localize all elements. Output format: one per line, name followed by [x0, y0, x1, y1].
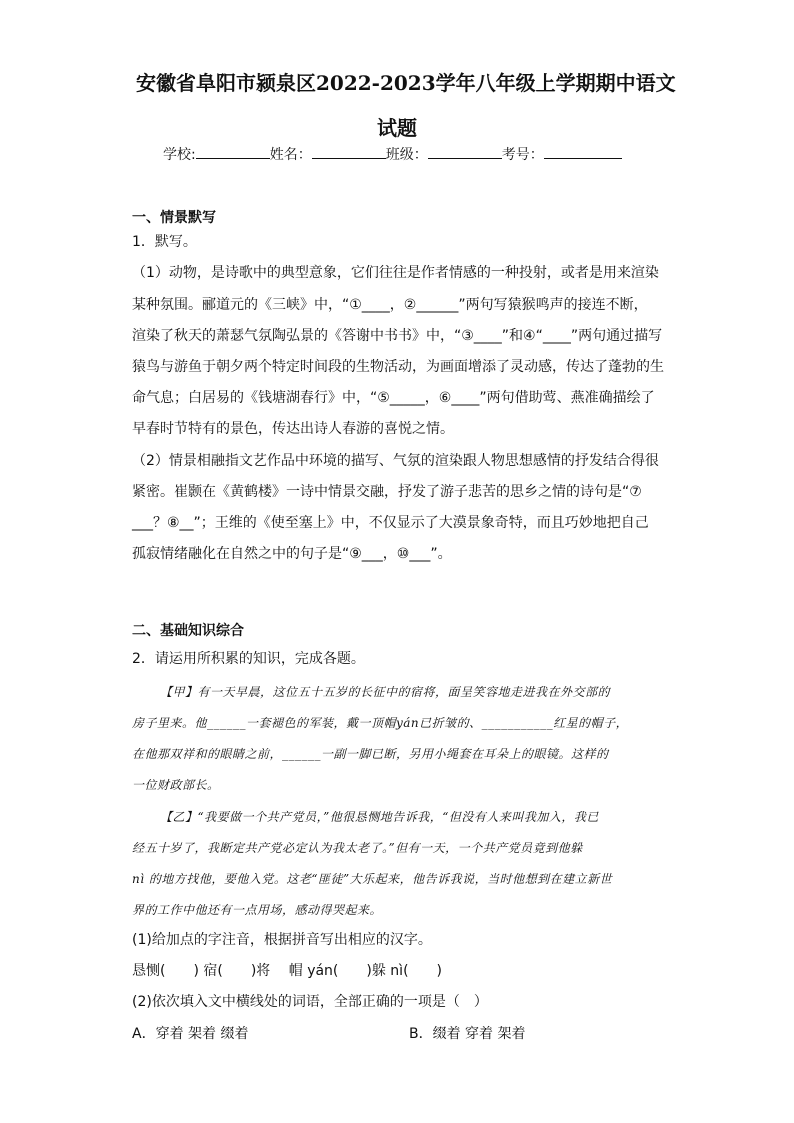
passage-yi-line: 【乙】“我要做一个共产党员，”他很恳恻地告诉我，“但没有人来叫我加入，我已 [160, 810, 599, 824]
q1-p2-line: 紧密。崔颢在《黄鹤楼》一诗中情景交融，抒发了游子悲苦的思乡之情的诗句是“⑦ [132, 484, 642, 500]
option-a[interactable]: A．穿着 架着 缀着 [132, 1026, 249, 1042]
q1-stem: 1．默写。 [132, 234, 197, 250]
q1-p1-line: （1）动物，是诗歌中的典型意象，它们往往是作者情感的一种投射，或者是用来渲染 [132, 265, 659, 281]
class-label: 班级： [385, 147, 428, 163]
q1-p1-line: 早春时节特有的景色，传达出诗人春游的喜悦之情。 [132, 421, 454, 437]
page-title-line1: 安徽省阜阳市颍泉区2022-2023学年八年级上学期期中语文 [136, 71, 676, 95]
exam-no-label: 考号： [501, 147, 544, 163]
class-blank[interactable] [428, 145, 502, 159]
q2-sub1-items: 恳恻( ) 宿( )将 帽 yán( )躲 nì( ) [132, 963, 442, 979]
q1-p2-line: ___？⑧__”；王维的《使至塞上》中，不仅显示了大漠景象奇特，而且巧妙地把自己 [132, 515, 649, 531]
option-b[interactable]: B．缀着 穿着 架着 [409, 1026, 526, 1042]
passage-jia-line: 【甲】有一天早晨，这位五十五岁的长征中的宿将，面呈笑容地走进我在外交部的 [160, 685, 611, 699]
q1-p2-line: 孤寂情绪融化在自然之中的句子是“⑨___，⑩___”。 [132, 546, 452, 562]
name-label: 姓名： [269, 147, 312, 163]
q1-p1-line: 猿鸟与游鱼于朝夕两个特定时间段的生物活动，为画面增添了灵动感，传达了蓬勃的生 [132, 359, 664, 375]
page-title-line2: 试题 [377, 116, 417, 140]
section1-heading: 一、情景默写 [132, 210, 216, 226]
q1-p1-line: 某种氛围。郦道元的《三峡》中，“①____，②______”两句写猿猴鸣声的接连不断， [132, 297, 648, 313]
q1-p2-line: （2）情景相融指文艺作品中环境的描写、气氛的渲染跟人物思想感情的抒发结合得很 [132, 453, 659, 469]
passage-yi-line: nì 的地方找他，要他入党。这老“匪徒”大乐起来，他告诉我说，当时他想到在建立新世 [132, 872, 613, 886]
q2-sub1: (1)给加点的字注音，根据拼音写出相应的汉字。 [132, 932, 432, 948]
q2-sub2: (2)依次填入文中横线处的词语，全部正确的一项是（ ） [132, 994, 488, 1010]
passage-yi-line: 界的工作中他还有一点用场，感动得哭起来。 [132, 903, 383, 917]
passage-jia-line: 一位财政部长。 [132, 778, 220, 792]
q1-p1-line: 命气息；白居易的《钱塘湖春行》中，“⑤_____，⑥____”两句借助莺、燕准确描绘了 [132, 390, 655, 406]
exam-no-blank[interactable] [544, 145, 622, 159]
passage-jia-line: 房子里来。他______一套褪色的军装，戴一顶帽yán已折皱的、___________红星的帽子， [132, 716, 629, 730]
student-info-line [163, 145, 622, 163]
school-blank[interactable] [196, 145, 270, 159]
section2-heading: 二、基础知识综合 [132, 623, 244, 639]
passage-jia-line: 在他那双祥和的眼睛之前，______一副一脚已断，另用小绳套在耳朵上的眼镜。这样的 [132, 747, 609, 761]
passage-yi-line: 经五十岁了，我断定共产党必定认为我太老了。”但有一天，一个共产党员竟到他躲 [132, 841, 583, 855]
q2-stem: 2．请运用所积累的知识，完成各题。 [132, 651, 365, 667]
name-blank[interactable] [312, 145, 386, 159]
q1-p1-line: 渲染了秋天的萧瑟气氛陶弘景的《答谢中书书》中，“③____”和④“____”两句通过描写 [132, 328, 663, 344]
school-label: 学校: [163, 147, 196, 163]
